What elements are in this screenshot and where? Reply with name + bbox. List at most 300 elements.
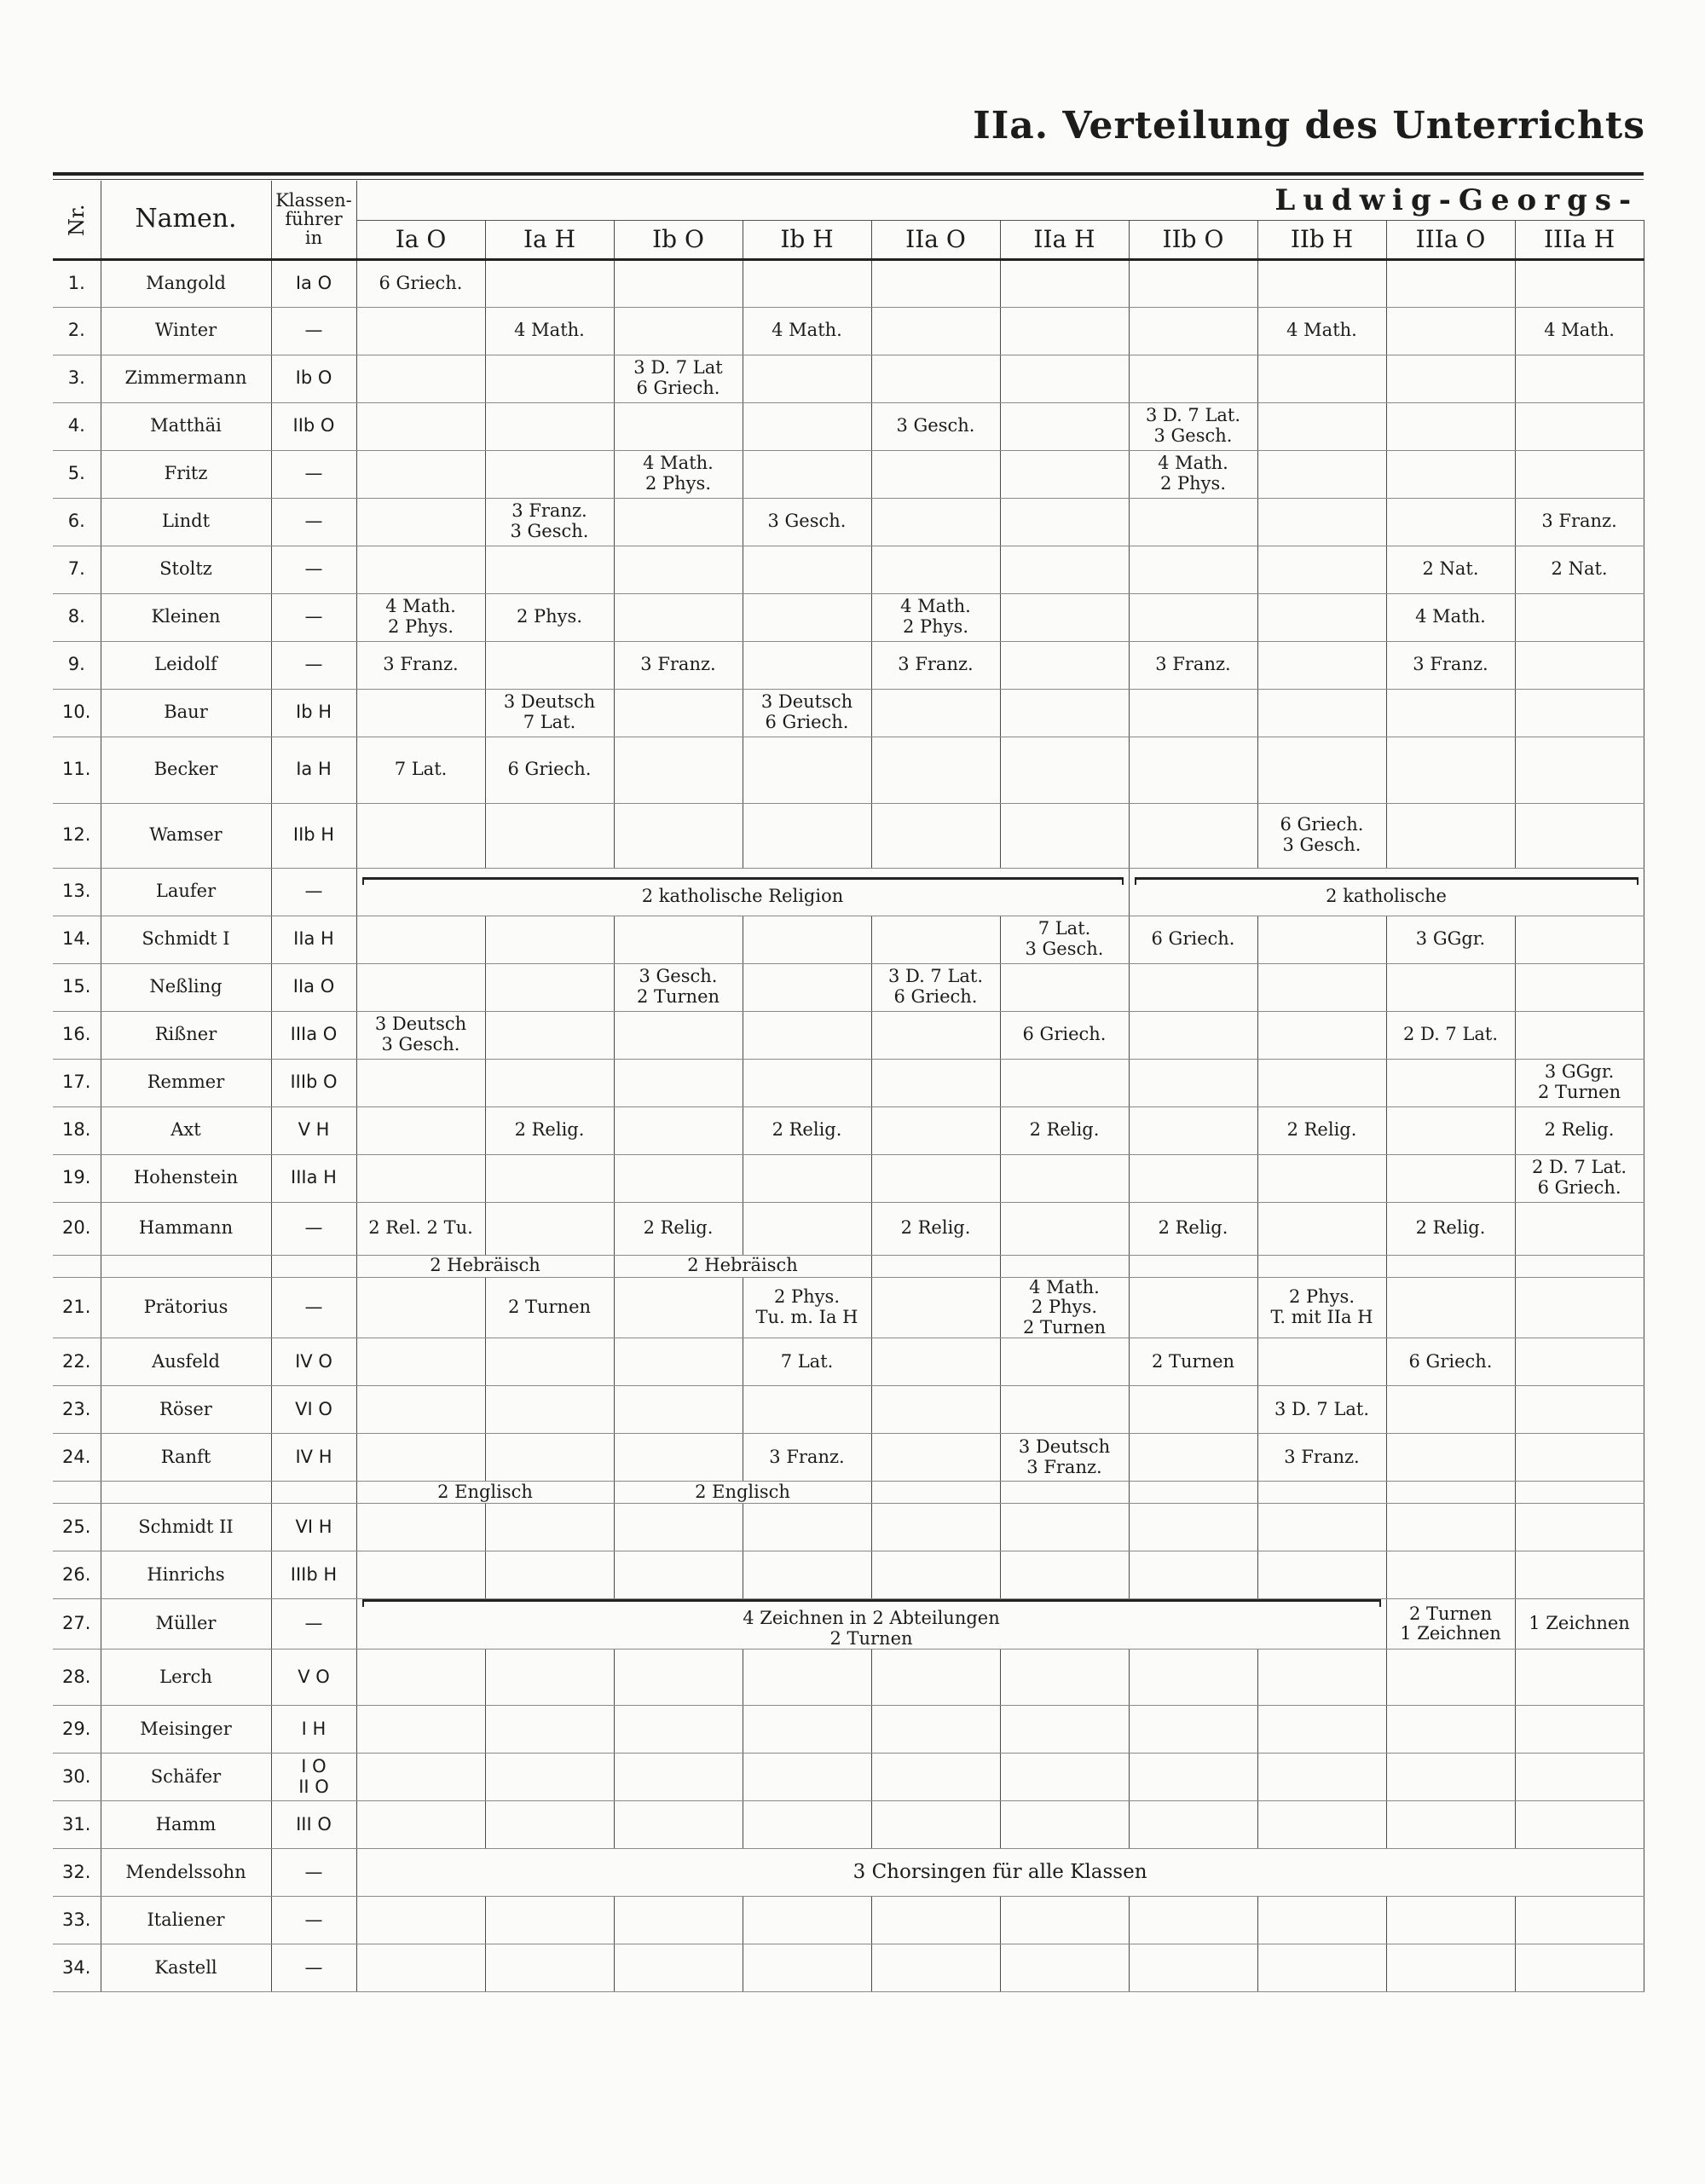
lesson-cell: [1000, 689, 1129, 737]
header-nr: Nr.: [53, 181, 101, 259]
lesson-cell: [1515, 1650, 1644, 1706]
lesson-cell: [485, 963, 614, 1011]
lesson-cell: [485, 1551, 614, 1599]
lesson-cell: [1000, 1551, 1129, 1599]
row-number: 22.: [53, 1338, 101, 1386]
klassenfuehrer-cell: IV O: [271, 1338, 356, 1386]
header-class-ia-h: Ia H: [485, 220, 614, 259]
teacher-name: Wamser: [101, 803, 271, 868]
lesson-cell: [1257, 1944, 1386, 1992]
lesson-cell: [1257, 737, 1386, 803]
lesson-cell: [743, 450, 871, 498]
lesson-cell: [871, 737, 1000, 803]
lesson-cell: [743, 259, 871, 307]
lesson-cell: [356, 1801, 485, 1849]
header-name: Namen.: [101, 181, 271, 259]
lesson-cell: [1386, 1897, 1515, 1944]
lesson-cell: [1129, 259, 1257, 307]
teacher-name: Kleinen: [101, 593, 271, 641]
lesson-cell: [485, 916, 614, 963]
span-lessons: [1129, 868, 1644, 916]
table-row: [53, 868, 1644, 916]
lesson-cell: [1515, 641, 1644, 689]
lesson-cell: [1000, 498, 1129, 546]
lesson-cell: [614, 259, 743, 307]
lesson-cell: [614, 1106, 743, 1154]
lesson-cell: [1129, 1801, 1257, 1849]
table-row: [53, 1599, 1644, 1650]
lesson-cell: [1386, 1944, 1515, 1992]
table-row: [53, 1434, 1644, 1482]
lesson-cell: [1386, 450, 1515, 498]
lesson-cell: [1129, 1106, 1257, 1154]
brace-line: [1135, 877, 1639, 885]
table-row: [53, 259, 1644, 307]
lesson-cell: 3 Deutsch 6 Griech.: [743, 689, 871, 737]
page-title: IIa. Verteilung des Unterrichts: [973, 104, 1645, 147]
span-hebraeisch: 2 Hebräisch: [356, 1255, 614, 1277]
lesson-cell: 2 Nat.: [1515, 546, 1644, 593]
klassenfuehrer-cell: —: [271, 450, 356, 498]
klassenfuehrer-cell: —: [271, 1897, 356, 1944]
lesson-cell: [1000, 1202, 1129, 1255]
lesson-cell: [1386, 1434, 1515, 1482]
lesson-cell: [871, 259, 1000, 307]
lesson-cell: [1000, 1338, 1129, 1386]
lesson-cell: 4 Math. 2 Phys. 2 Turnen: [1000, 1277, 1129, 1338]
teacher-name: Hinrichs: [101, 1551, 271, 1599]
klassenfuehrer-cell: V H: [271, 1106, 356, 1154]
row-number: 19.: [53, 1154, 101, 1202]
lesson-cell: 3 Franz.: [1386, 641, 1515, 689]
lesson-cell: [1257, 1801, 1386, 1849]
teacher-name: Ranft: [101, 1434, 271, 1482]
lesson-cell: [1000, 803, 1129, 868]
lesson-cell: 2 Turnen: [485, 1277, 614, 1338]
lesson-cell: [1000, 355, 1129, 402]
lesson-cell: [614, 803, 743, 868]
lesson-cell: [871, 1504, 1000, 1551]
row-number: 13.: [53, 868, 101, 916]
teacher-name: Ausfeld: [101, 1338, 271, 1386]
klassenfuehrer-cell: IIa H: [271, 916, 356, 963]
lesson-cell: [1257, 1482, 1386, 1504]
row-number: 2.: [53, 307, 101, 355]
table-row: [53, 402, 1644, 450]
lesson-cell: [1515, 689, 1644, 737]
row-number: 17.: [53, 1059, 101, 1106]
lesson-cell: 6 Griech. 3 Gesch.: [1257, 803, 1386, 868]
table-row: [53, 1706, 1644, 1754]
teacher-name: [101, 1482, 271, 1504]
lesson-cell: [1386, 355, 1515, 402]
lesson-cell: 4 Math. 2 Phys.: [614, 450, 743, 498]
lesson-cell: 2 Relig.: [485, 1106, 614, 1154]
lesson-cell: [1386, 1106, 1515, 1154]
teacher-name: Mendelssohn: [101, 1849, 271, 1897]
lesson-cell: [1257, 546, 1386, 593]
teacher-name: Schmidt I: [101, 916, 271, 963]
lesson-cell: [356, 1944, 485, 1992]
row-number: 6.: [53, 498, 101, 546]
lesson-cell: [356, 1754, 485, 1801]
lesson-cell: [1386, 498, 1515, 546]
lesson-cell: [614, 737, 743, 803]
lesson-cell: [871, 1434, 1000, 1482]
klassenfuehrer-cell: Ia H: [271, 737, 356, 803]
lesson-cell: [614, 1386, 743, 1434]
lesson-cell: [1129, 546, 1257, 593]
lesson-cell: 4 Math.: [743, 307, 871, 355]
lesson-cell: [356, 498, 485, 546]
klassenfuehrer-cell: VI O: [271, 1386, 356, 1434]
lesson-cell: [1257, 1504, 1386, 1551]
teacher-name: [101, 1255, 271, 1277]
lesson-cell: [1257, 1011, 1386, 1059]
lesson-cell: [1129, 1011, 1257, 1059]
lesson-cell: [1129, 307, 1257, 355]
lesson-cell: [871, 1897, 1000, 1944]
klassenfuehrer-cell: Ib H: [271, 689, 356, 737]
table-row: [53, 355, 1644, 402]
lesson-cell: [1386, 1706, 1515, 1754]
lesson-cell: [871, 1338, 1000, 1386]
lesson-cell: [871, 689, 1000, 737]
row-number: [53, 1482, 101, 1504]
lesson-cell: 2 Relig.: [1515, 1106, 1644, 1154]
lesson-cell: [1515, 1551, 1644, 1599]
lesson-cell: [614, 689, 743, 737]
lesson-cell: [1386, 259, 1515, 307]
table-row: [53, 689, 1644, 737]
row-number: 4.: [53, 402, 101, 450]
table-row: [53, 641, 1644, 689]
lesson-cell: [1257, 1551, 1386, 1599]
teacher-name: Italiener: [101, 1897, 271, 1944]
lesson-cell: [743, 1386, 871, 1434]
lesson-cell: [871, 1482, 1000, 1504]
lesson-cell: [356, 1551, 485, 1599]
teacher-name: Axt: [101, 1106, 271, 1154]
lesson-cell: [1257, 355, 1386, 402]
lesson-cell: [614, 1154, 743, 1202]
lesson-cell: [485, 1202, 614, 1255]
lesson-cell: [1515, 1897, 1644, 1944]
lesson-cell: [485, 546, 614, 593]
header-class-iia-o: IIa O: [871, 220, 1000, 259]
lesson-cell: [1000, 450, 1129, 498]
teacher-name: Kastell: [101, 1944, 271, 1992]
lesson-cell: [485, 1386, 614, 1434]
lesson-cell: [1000, 1754, 1129, 1801]
teacher-name: Prätorius: [101, 1277, 271, 1338]
row-number: 12.: [53, 803, 101, 868]
lesson-cell: [743, 641, 871, 689]
teacher-name: Zimmermann: [101, 355, 271, 402]
school-heading: Ludwig-Georgs-: [1274, 182, 1639, 217]
klassenfuehrer-cell: [271, 1255, 356, 1277]
lesson-cell: [1000, 402, 1129, 450]
lesson-cell: [1515, 803, 1644, 868]
lesson-cell: [1129, 1944, 1257, 1992]
lesson-cell: [1386, 1504, 1515, 1551]
lesson-cell: [1000, 1504, 1129, 1551]
lesson-cell: [614, 1551, 743, 1599]
table-row: [53, 1551, 1644, 1599]
lesson-cell: [1257, 1754, 1386, 1801]
lesson-cell: [871, 803, 1000, 868]
lesson-cell: [1257, 963, 1386, 1011]
span-all-classes: 3 Chorsingen für alle Klassen: [356, 1849, 1644, 1897]
lesson-cell: [871, 1154, 1000, 1202]
lesson-cell: [485, 450, 614, 498]
lesson-cell: 3 Gesch.: [743, 498, 871, 546]
klassenfuehrer-cell: —: [271, 498, 356, 546]
lesson-cell: [485, 1650, 614, 1706]
lesson-cell: [1257, 1255, 1386, 1277]
klassenfuehrer-cell: —: [271, 641, 356, 689]
lesson-cell: [1257, 593, 1386, 641]
lesson-cell: [1129, 355, 1257, 402]
table-row: [53, 963, 1644, 1011]
lesson-cell: [1515, 1011, 1644, 1059]
teacher-name: Winter: [101, 307, 271, 355]
lesson-cell: 3 Gesch.: [871, 402, 1000, 450]
header-class-ia-o: Ia O: [356, 220, 485, 259]
row-number: 27.: [53, 1599, 101, 1650]
lesson-cell: [356, 1897, 485, 1944]
lesson-cell: [871, 1255, 1000, 1277]
teacher-name: Rißner: [101, 1011, 271, 1059]
lesson-cell: 6 Griech.: [485, 737, 614, 803]
lesson-cell: [485, 355, 614, 402]
lesson-cell: [485, 259, 614, 307]
lesson-cell: 2 D. 7 Lat. 6 Griech.: [1515, 1154, 1644, 1202]
lesson-cell: [1129, 1386, 1257, 1434]
row-number: 9.: [53, 641, 101, 689]
teacher-name: Lindt: [101, 498, 271, 546]
klassenfuehrer-cell: IIb H: [271, 803, 356, 868]
lesson-cell: 2 Relig.: [743, 1106, 871, 1154]
lesson-cell: [1515, 593, 1644, 641]
lesson-cell: [1000, 1255, 1129, 1277]
lesson-cell: [1515, 1482, 1644, 1504]
klassenfuehrer-cell: —: [271, 1599, 356, 1650]
lesson-cell: [1515, 737, 1644, 803]
lesson-cell: 3 Franz.: [1515, 498, 1644, 546]
lesson-cell: [871, 1277, 1000, 1338]
lesson-cell: 3 Gesch. 2 Turnen: [614, 963, 743, 1011]
teacher-name: Hammann: [101, 1202, 271, 1255]
table-row: [53, 1754, 1644, 1801]
lesson-cell: [871, 307, 1000, 355]
row-number: 21.: [53, 1277, 101, 1338]
lesson-cell: [1515, 1706, 1644, 1754]
lesson-cell: [871, 1754, 1000, 1801]
table-row: [53, 1944, 1644, 1992]
teacher-name: Müller: [101, 1599, 271, 1650]
lesson-cell: [485, 1154, 614, 1202]
lesson-cell: [614, 1277, 743, 1338]
klassenfuehrer-cell: I O II O: [271, 1754, 356, 1801]
lesson-cell: [871, 498, 1000, 546]
lesson-cell: [356, 1434, 485, 1482]
lesson-cell: [1000, 1801, 1129, 1849]
lesson-cell: [1386, 1154, 1515, 1202]
table-row: [53, 1897, 1644, 1944]
lesson-cell: [1386, 963, 1515, 1011]
lesson-cell: 4 Math.: [485, 307, 614, 355]
lesson-cell: [356, 1059, 485, 1106]
lesson-cell: [1000, 1059, 1129, 1106]
lesson-cell: [1515, 1434, 1644, 1482]
klassenfuehrer-cell: IIb O: [271, 402, 356, 450]
klassenfuehrer-cell: V O: [271, 1650, 356, 1706]
lesson-cell: [1129, 1551, 1257, 1599]
lesson-cell: [1129, 1504, 1257, 1551]
teacher-name: Neßling: [101, 963, 271, 1011]
teacher-name: Remmer: [101, 1059, 271, 1106]
span-lessons: [356, 1599, 1386, 1650]
lesson-cell: [1257, 1650, 1386, 1706]
klassenfuehrer-cell: Ia O: [271, 259, 356, 307]
lesson-cell: [1515, 1801, 1644, 1849]
lesson-cell: 3 D. 7 Lat. 3 Gesch.: [1129, 402, 1257, 450]
lesson-cell: 3 GGgr.: [1386, 916, 1515, 963]
table-row: [53, 1106, 1644, 1154]
teacher-name: Schäfer: [101, 1754, 271, 1801]
lesson-cell: [743, 1754, 871, 1801]
lesson-cell: [1515, 355, 1644, 402]
klassenfuehrer-cell: VI H: [271, 1504, 356, 1551]
lesson-cell: [485, 1434, 614, 1482]
teacher-name: Lerch: [101, 1650, 271, 1706]
lesson-cell: 2 D. 7 Lat.: [1386, 1011, 1515, 1059]
lesson-cell: [1515, 1504, 1644, 1551]
lesson-cell: [1129, 689, 1257, 737]
lesson-cell: 6 Griech.: [1000, 1011, 1129, 1059]
header-class-ib-h: Ib H: [743, 220, 871, 259]
brace-line: [362, 1599, 1381, 1607]
lesson-cell: 6 Griech.: [356, 259, 485, 307]
lesson-cell: [1257, 450, 1386, 498]
table-row: [53, 1849, 1644, 1897]
lesson-cell: [1000, 259, 1129, 307]
lesson-cell: [871, 1551, 1000, 1599]
table-row: [53, 593, 1644, 641]
row-number: 8.: [53, 593, 101, 641]
lesson-cell: [1386, 1650, 1515, 1706]
lesson-cell: [1515, 1277, 1644, 1338]
lesson-cell: 2 Relig.: [1386, 1202, 1515, 1255]
header-class-iiia-o: IIIa O: [1386, 220, 1515, 259]
lesson-cell: [485, 1897, 614, 1944]
table-row: [53, 546, 1644, 593]
span-lessons: [356, 868, 1129, 916]
lesson-cell: 3 Franz.: [356, 641, 485, 689]
lesson-cell: 6 Griech.: [1386, 1338, 1515, 1386]
lesson-cell: 3 GGgr. 2 Turnen: [1515, 1059, 1644, 1106]
table-row: [53, 737, 1644, 803]
header-klassenfuehrer: Klassen- führer in: [271, 181, 356, 259]
lesson-cell: [743, 402, 871, 450]
lesson-cell: [1129, 1434, 1257, 1482]
lesson-cell: [356, 963, 485, 1011]
lesson-cell: 6 Griech.: [1129, 916, 1257, 963]
lesson-cell: 2 Phys. Tu. m. Ia H: [743, 1277, 871, 1338]
lesson-cell: [485, 803, 614, 868]
klassenfuehrer-cell: —: [271, 1202, 356, 1255]
lesson-cell: [871, 1944, 1000, 1992]
table-row: [53, 307, 1644, 355]
lesson-cell: [871, 355, 1000, 402]
table-row: [53, 1504, 1644, 1551]
span-hebraeisch: 2 Hebräisch: [614, 1255, 871, 1277]
lesson-cell: [614, 1338, 743, 1386]
teacher-name: Laufer: [101, 868, 271, 916]
lesson-cell: [485, 402, 614, 450]
lesson-cell: [356, 1106, 485, 1154]
lesson-cell: 4 Math. 2 Phys.: [871, 593, 1000, 641]
row-number: 15.: [53, 963, 101, 1011]
lesson-cell: [1257, 498, 1386, 546]
lesson-cell: [1515, 1255, 1644, 1277]
lesson-cell: [743, 916, 871, 963]
lesson-cell: 2 Relig.: [1257, 1106, 1386, 1154]
teacher-name: Schmidt II: [101, 1504, 271, 1551]
table-row: [53, 1202, 1644, 1255]
lesson-cell: [743, 1706, 871, 1754]
lesson-cell: [1515, 1202, 1644, 1255]
row-number: 25.: [53, 1504, 101, 1551]
lesson-cell: [614, 1801, 743, 1849]
lesson-cell: [743, 1944, 871, 1992]
lesson-cell: [1000, 1944, 1129, 1992]
lesson-cell: [871, 1106, 1000, 1154]
lesson-cell: [356, 916, 485, 963]
lesson-cell: [1257, 916, 1386, 963]
lesson-cell: 3 D. 7 Lat.: [1257, 1386, 1386, 1434]
lesson-cell: [1386, 803, 1515, 868]
lesson-cell: [614, 593, 743, 641]
row-number: 29.: [53, 1706, 101, 1754]
lesson-cell: [356, 450, 485, 498]
lesson-cell: [1000, 593, 1129, 641]
lesson-cell: [871, 1059, 1000, 1106]
lesson-cell: [1257, 259, 1386, 307]
lesson-cell: [1000, 307, 1129, 355]
lesson-cell: [1386, 1551, 1515, 1599]
lesson-cell: [871, 1706, 1000, 1754]
lesson-cell: [1386, 1277, 1515, 1338]
lesson-cell: [356, 1277, 485, 1338]
lesson-cell: [1129, 737, 1257, 803]
lesson-cell: [1515, 1754, 1644, 1801]
lesson-cell: [1129, 1897, 1257, 1944]
row-number: 11.: [53, 737, 101, 803]
lesson-cell: 3 Franz.: [871, 641, 1000, 689]
lesson-cell: [1129, 1650, 1257, 1706]
lesson-cell: [614, 1706, 743, 1754]
lesson-cell: [356, 1504, 485, 1551]
lesson-cell: [356, 1650, 485, 1706]
lesson-cell: 2 Turnen: [1129, 1338, 1257, 1386]
lesson-cell: [356, 1706, 485, 1754]
lesson-cell: [871, 1386, 1000, 1434]
lesson-cell: [743, 803, 871, 868]
lesson-cell: 3 Franz.: [743, 1434, 871, 1482]
lesson-cell: [1386, 1754, 1515, 1801]
